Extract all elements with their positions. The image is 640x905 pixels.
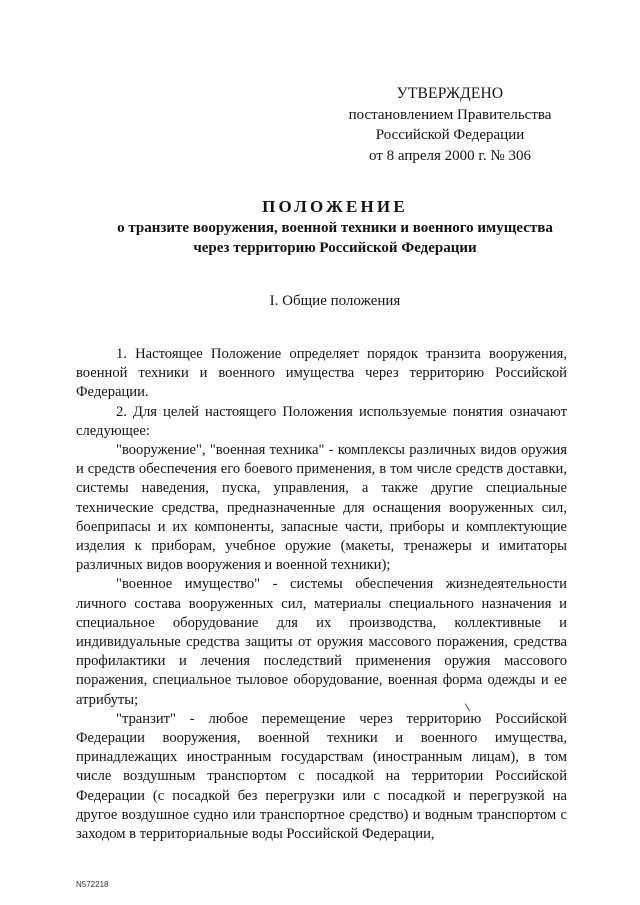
definition-military-property: "военное имущество" - системы обеспечения жизнедеятельности личного состава вооруженных сил, материалы специального назначения и специальное оборудование для их производства, коллективные и индивидуальные средства защиты от оружия массового поражения, средства профилактики и лечения последствий применения оружия массового поражения, специальное тыловое оборудование, военная форма одежды и ее атрибуты; — [76, 576, 567, 708]
footer-code: N572218 — [76, 880, 109, 889]
paragraph-1: 1. Настоящее Положение определяет порядок транзита вооружения, военной техники и военного имущества через территорию Российской Федерации. — [76, 346, 567, 401]
approval-title: УТВЕРЖДЕНО — [396, 85, 504, 102]
approval-stamp — [330, 84, 570, 166]
document-subtitle-line-2: через территорию Российской Федерации — [193, 240, 477, 256]
approval-line-2: Российской Федерации — [375, 127, 525, 143]
approval-line-3: от 8 апреля 2000 г. № 306 — [369, 147, 531, 164]
body-text — [76, 345, 567, 844]
definition-transit: "транзит" - любое перемещение через территорию Российской Федерации вооружения, военной техники и военного имущества, принадлежащих иностранным государствам (иностранным лицам), в том числе воздушным транспортом с посадкой на территории Российской Федерации (с посадкой без перегрузки или с посадкой и перегрузкой на другое воздушное судно или транспортное средство) и водным транспортом с заходом в территориальные воды Российской Федерации, — [76, 710, 567, 843]
definition-weapons: "вооружение", "военная техника" - комплексы различных видов оружия и средств обеспечения его боевого применения, в том числе средств доставки, системы наведения, пуска, управления, а также другие специальные технические средства, предназначенные для оснащения вооруженных сил, боеприпасы и их компоненты, запасные части, приборы и комплектующие изделия к приборам, учебное оружие (макеты, тренажеры и имитаторы различных видов вооружения и военной техники); — [76, 442, 567, 574]
section-heading: I. Общие положения — [269, 293, 401, 309]
approval-line-1: постановлением Правительства — [348, 106, 552, 123]
document-title: ПОЛОЖЕНИЕ — [262, 197, 408, 216]
paragraph-2: 2. Для целей настоящего Положения используемые понятия означают следующее: — [76, 403, 567, 439]
document-subtitle-line-1: о транзите вооружения, военной техники и военного имущества — [117, 220, 553, 236]
document-title-block — [60, 196, 610, 258]
